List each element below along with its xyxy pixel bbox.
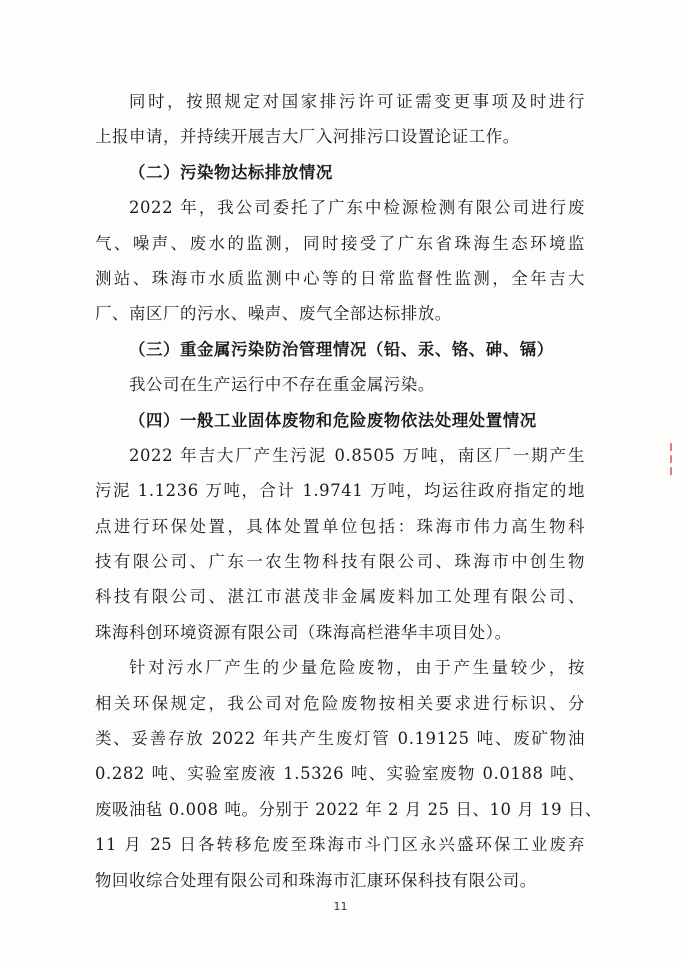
text-line: 气、噪声、废水的监测，同时接受了广东省珠海生态环境监 bbox=[95, 233, 585, 253]
text-line: 相关环保规定，我公司对危险废物按相关要求进行标识、分 bbox=[95, 693, 585, 713]
text-line: 2022 年，我公司委托了广东中检源检测有限公司进行废 bbox=[129, 198, 585, 218]
stamp-mark-icon bbox=[667, 440, 677, 488]
text-line: 类、妥善存放 2022 年共产生废灯管 0.19125 吨、废矿物油 bbox=[95, 729, 585, 749]
text-line: 我公司在生产运行中不存在重金属污染。 bbox=[129, 375, 435, 395]
text-line: 同时，按照规定对国家排污许可证需变更事项及时进行 bbox=[129, 92, 585, 111]
text-line: 珠海科创环境资源有限公司（珠海高栏港华丰项目处）。 bbox=[95, 622, 512, 642]
text-line: 物回收综合处理有限公司和珠海市汇康环保科技有限公司。 bbox=[95, 870, 537, 890]
text-line: 2022 年吉大厂产生污泥 0.8505 万吨，南区厂一期产生 bbox=[129, 445, 585, 465]
section-heading: （二）污染物达标排放情况 bbox=[129, 162, 333, 182]
section-heading: （四）一般工业固体废物和危险废物依法处理处置情况 bbox=[129, 410, 537, 430]
text-line: 污泥 1.1236 万吨，合计 1.9741 万吨，均运往政府指定的地 bbox=[95, 481, 585, 501]
text-line: 测站、珠海市水质监测中心等的日常监督性监测，全年吉大 bbox=[95, 268, 585, 288]
text-line: 点进行环保处置，具体处置单位包括：珠海市伟力高生物科 bbox=[95, 516, 585, 536]
text-line: 11 月 25 日各转移危废至珠海市斗门区永兴盛环保工业废弃 bbox=[95, 835, 585, 855]
text-line: 科技有限公司、湛江市湛茂非金属废料加工处理有限公司、 bbox=[95, 587, 585, 607]
section-heading: （三）重金属污染防治管理情况（铅、汞、铬、砷、镉） bbox=[129, 339, 554, 359]
document-body bbox=[95, 84, 602, 898]
text-line: 厂、南区厂的污水、噪声、废气全部达标排放。 bbox=[95, 304, 452, 324]
text-line: 0.282 吨、实验室废液 1.5326 吨、实验室废物 0.0188 吨、 bbox=[95, 764, 585, 784]
text-line: 技有限公司、广东一农生物科技有限公司、珠海市中创生物 bbox=[95, 552, 585, 572]
text-line: 上报申请，并持续开展吉大厂入河排污口设置论证工作。 bbox=[95, 127, 520, 147]
page-number: 11 bbox=[333, 900, 348, 913]
text-line: 针对污水厂产生的少量危险废物，由于产生量较少，按 bbox=[129, 658, 585, 678]
text-line: 废吸油毡 0.008 吨。分别于 2022 年 2 月 25 日、10 月 19 日、 bbox=[95, 799, 602, 819]
